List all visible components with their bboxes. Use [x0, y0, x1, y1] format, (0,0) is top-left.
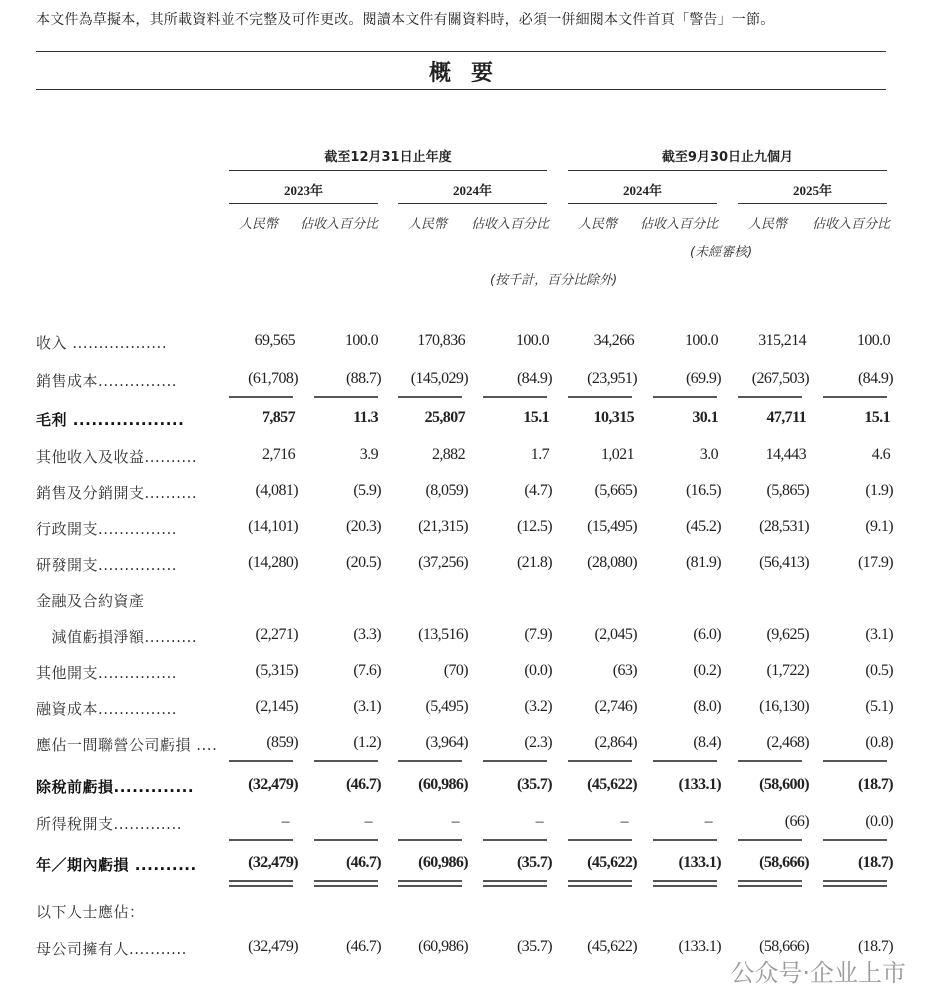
total-underline: [314, 880, 378, 882]
table-cell: –: [704, 813, 712, 830]
table-cell: (45,622): [587, 938, 637, 955]
table-cell: (18.7): [857, 854, 893, 871]
column-header: 人民幣: [408, 217, 448, 232]
table-cell: (7.9): [524, 626, 552, 643]
total-underline: [568, 880, 632, 882]
table-cell: (5,495): [425, 698, 468, 715]
table-cell: (81.9): [685, 554, 721, 571]
total-underline: [483, 396, 547, 398]
total-underline: [823, 396, 887, 398]
total-underline: [738, 885, 802, 887]
table-cell: (4.7): [524, 482, 552, 499]
table-cell: –: [620, 813, 628, 830]
table-cell: (2,145): [255, 698, 298, 715]
table-cell: (133.1): [678, 854, 721, 871]
table-cell: (32,479): [248, 938, 298, 955]
table-cell: (45.2): [685, 518, 721, 535]
table-cell: (70): [443, 662, 468, 679]
total-underline: [229, 760, 293, 762]
row-label: 其他開支...............: [36, 664, 178, 682]
table-cell: –: [535, 813, 543, 830]
total-underline: [398, 396, 462, 398]
total-underline: [823, 885, 887, 887]
table-cell: (66): [784, 813, 809, 830]
table-cell: (3.2): [524, 698, 552, 715]
table-cell: (21,315): [418, 518, 468, 535]
total-underline: [738, 396, 802, 398]
row-label: 金融及合約資產: [36, 592, 145, 610]
total-underline: [823, 839, 887, 841]
table-cell: (4,081): [255, 482, 298, 499]
total-underline: [229, 880, 293, 882]
total-underline: [483, 885, 547, 887]
page-title: 概要: [428, 61, 513, 86]
table-cell: 15.1: [523, 409, 549, 426]
table-cell: (0.2): [693, 662, 721, 679]
row-label: 應佔一間聯營公司虧損 ....: [36, 736, 218, 754]
group-header-nine-months: 截至9月30日止九個月: [661, 150, 794, 165]
table-cell: (5,665): [594, 482, 637, 499]
table-cell: (16.5): [685, 482, 721, 499]
total-underline: [398, 839, 462, 841]
table-cell: (28,531): [759, 518, 809, 535]
table-cell: 34,266: [593, 332, 634, 349]
total-underline: [229, 396, 293, 398]
table-cell: (69.9): [685, 370, 721, 387]
divider: [568, 170, 887, 171]
total-underline: [483, 839, 547, 841]
table-cell: (133.1): [678, 776, 721, 793]
table-cell: 15.1: [864, 409, 890, 426]
total-underline: [398, 760, 462, 762]
table-cell: 14,443: [765, 446, 806, 463]
table-cell: (88.7): [345, 370, 381, 387]
column-header: 人民幣: [748, 217, 788, 232]
total-underline: [314, 760, 378, 762]
table-cell: (2,746): [594, 698, 637, 715]
table-cell: (84.9): [516, 370, 552, 387]
row-label: 以下人士應佔：: [36, 903, 145, 921]
group-header-annual: 截至12月31日止年度: [324, 150, 452, 165]
draft-disclaimer: 本文件為草擬本，其所載資料並不完整及可作更改。閱讀本文件有關資料時，必須一併細閱本文件首頁「警告」一節。: [36, 12, 775, 28]
table-cell: (17.9): [857, 554, 893, 571]
table-cell: (2,864): [594, 734, 637, 751]
table-cell: (60,986): [418, 938, 468, 955]
table-cell: (12.5): [516, 518, 552, 535]
table-cell: 2,882: [431, 446, 465, 463]
table-cell: (0.5): [865, 662, 893, 679]
column-header: 人民幣: [578, 217, 618, 232]
divider: [738, 203, 887, 204]
table-cell: 69,565: [254, 332, 295, 349]
total-underline: [398, 885, 462, 887]
table-cell: (32,479): [248, 854, 298, 871]
table-cell: (46.7): [345, 854, 381, 871]
watermark: 公众号·企业上市: [730, 959, 906, 987]
table-cell: –: [281, 813, 289, 830]
table-cell: (13,516): [418, 626, 468, 643]
table-cell: (37,256): [418, 554, 468, 571]
table-cell: 10,315: [593, 409, 634, 426]
row-label: 所得稅開支.............: [36, 815, 182, 833]
total-underline: [483, 760, 547, 762]
table-cell: (8,059): [425, 482, 468, 499]
table-cell: 30.1: [692, 409, 718, 426]
table-cell: (3.1): [865, 626, 893, 643]
table-cell: (5,865): [766, 482, 809, 499]
table-cell: 2,716: [261, 446, 295, 463]
table-cell: (267,503): [751, 370, 809, 387]
row-label: 毛利 ..................: [36, 411, 185, 429]
table-cell: (145,029): [410, 370, 468, 387]
divider: [36, 51, 886, 52]
total-underline: [653, 760, 717, 762]
table-cell: 3.0: [699, 446, 718, 463]
table-cell: (8.0): [693, 698, 721, 715]
total-underline: [823, 760, 887, 762]
table-cell: (46.7): [345, 776, 381, 793]
divider: [568, 203, 717, 204]
table-cell: (133.1): [678, 938, 721, 955]
table-cell: (0.0): [524, 662, 552, 679]
total-underline: [738, 880, 802, 882]
table-cell: (58,666): [759, 854, 809, 871]
total-underline: [229, 839, 293, 841]
table-cell: (35.7): [516, 854, 552, 871]
table-cell: (60,986): [418, 854, 468, 871]
table-cell: (35.7): [516, 938, 552, 955]
table-cell: 3.9: [359, 446, 378, 463]
total-underline: [314, 885, 378, 887]
table-cell: (21.8): [516, 554, 552, 571]
column-header: 佔收入百分比: [299, 217, 378, 232]
total-underline: [653, 885, 717, 887]
total-underline: [483, 880, 547, 882]
total-underline: [738, 839, 802, 841]
table-cell: (45,622): [587, 776, 637, 793]
table-cell: (6.0): [693, 626, 721, 643]
table-cell: (46.7): [345, 938, 381, 955]
table-cell: (60,986): [418, 776, 468, 793]
table-cell: (20.5): [345, 554, 381, 571]
table-cell: (2,045): [594, 626, 637, 643]
row-label: 研發開支...............: [36, 556, 178, 574]
table-cell: (61,708): [248, 370, 298, 387]
total-underline: [568, 885, 632, 887]
table-cell: (859): [266, 734, 298, 751]
row-label: 融資成本...............: [36, 700, 178, 718]
column-header: 佔收入百分比: [470, 217, 549, 232]
table-cell: (14,101): [248, 518, 298, 535]
table-cell: 1,021: [600, 446, 634, 463]
column-header: 佔收入百分比: [639, 217, 718, 232]
table-cell: (2,271): [255, 626, 298, 643]
table-cell: (2,468): [766, 734, 809, 751]
table-cell: (16,130): [759, 698, 809, 715]
column-header: 佔收入百分比: [811, 217, 890, 232]
row-label: 收入 ..................: [36, 334, 168, 352]
total-underline: [229, 885, 293, 887]
table-cell: (3.3): [353, 626, 381, 643]
table-cell: 11.3: [353, 409, 378, 426]
table-cell: (5,315): [255, 662, 298, 679]
row-label: 銷售及分銷開支..........: [36, 484, 198, 502]
divider: [398, 203, 547, 204]
table-cell: (28,080): [587, 554, 637, 571]
table-cell: (3,964): [425, 734, 468, 751]
table-cell: 7,857: [261, 409, 295, 426]
table-cell: (35.7): [516, 776, 552, 793]
table-cell: (58,600): [759, 776, 809, 793]
table-cell: (3.1): [353, 698, 381, 715]
total-underline: [738, 760, 802, 762]
table-cell: 100.0: [344, 332, 378, 349]
table-cell: 1.7: [530, 446, 549, 463]
divider: [229, 203, 378, 204]
table-cell: 25,807: [424, 409, 465, 426]
table-cell: (20.3): [345, 518, 381, 535]
unaudited-note: (未經審核): [690, 245, 753, 260]
table-cell: (1,722): [766, 662, 809, 679]
total-underline: [823, 880, 887, 882]
year-header: 2024年: [622, 183, 662, 198]
divider: [229, 170, 547, 171]
year-header: 2025年: [792, 183, 832, 198]
table-cell: (14,280): [248, 554, 298, 571]
divider: [36, 89, 886, 90]
total-underline: [398, 880, 462, 882]
table-cell: (7.6): [353, 662, 381, 679]
total-underline: [314, 396, 378, 398]
table-cell: 100.0: [684, 332, 718, 349]
total-underline: [653, 880, 717, 882]
table-cell: (18.7): [857, 938, 893, 955]
row-label: 銷售成本...............: [36, 372, 178, 390]
table-cell: (2.3): [524, 734, 552, 751]
total-underline: [568, 760, 632, 762]
table-cell: (8.4): [693, 734, 721, 751]
table-cell: –: [451, 813, 459, 830]
table-cell: (9.1): [865, 518, 893, 535]
row-label: 除稅前虧損.............: [36, 778, 195, 796]
table-cell: (9,625): [766, 626, 809, 643]
total-underline: [568, 396, 632, 398]
total-underline: [314, 839, 378, 841]
total-underline: [653, 839, 717, 841]
unit-note: (按千計，百分比除外): [490, 273, 618, 288]
table-cell: 47,711: [766, 409, 806, 426]
table-cell: 315,214: [758, 332, 806, 349]
row-label: 母公司擁有人...........: [36, 940, 187, 958]
table-cell: (23,951): [587, 370, 637, 387]
table-cell: 100.0: [856, 332, 890, 349]
year-header: 2023年: [283, 183, 323, 198]
table-cell: (84.9): [857, 370, 893, 387]
row-label: 減值虧損淨額..........: [36, 628, 198, 646]
total-underline: [653, 396, 717, 398]
table-cell: –: [364, 813, 372, 830]
row-label: 行政開支...............: [36, 520, 178, 538]
table-cell: (63): [612, 662, 637, 679]
table-cell: (15,495): [587, 518, 637, 535]
table-cell: (32,479): [248, 776, 298, 793]
table-cell: (1.2): [353, 734, 381, 751]
row-label: 其他收入及收益..........: [36, 448, 198, 466]
year-header: 2024年: [452, 183, 492, 198]
table-cell: (5.9): [353, 482, 381, 499]
table-cell: 100.0: [515, 332, 549, 349]
table-cell: (56,413): [759, 554, 809, 571]
table-cell: (58,666): [759, 938, 809, 955]
table-cell: (18.7): [857, 776, 893, 793]
table-cell: (0.0): [865, 813, 893, 830]
table-cell: 4.6: [871, 446, 890, 463]
column-header: 人民幣: [239, 217, 279, 232]
table-cell: (0.8): [865, 734, 893, 751]
total-underline: [568, 839, 632, 841]
row-label: 年／期內虧損 ..........: [36, 856, 197, 874]
table-cell: (45,622): [587, 854, 637, 871]
table-cell: 170,836: [417, 332, 465, 349]
table-cell: (1.9): [865, 482, 893, 499]
table-cell: (5.1): [865, 698, 893, 715]
